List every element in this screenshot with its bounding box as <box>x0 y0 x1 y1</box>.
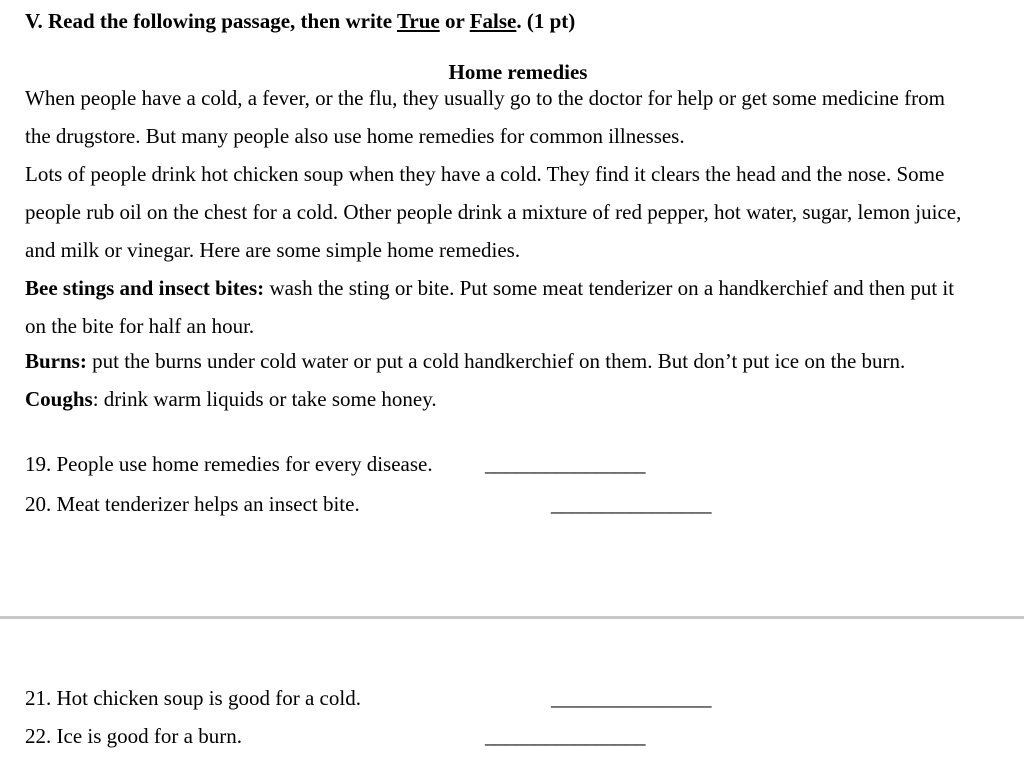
answer-blank-22[interactable]: ________________ <box>485 724 645 748</box>
passage-line: the drugstore. But many people also use home remedies for common illnesses. <box>25 124 685 148</box>
question-21: 21. Hot chicken soup is good for a cold. <box>25 686 361 710</box>
answer-blank-19[interactable]: ________________ <box>485 452 645 476</box>
heading-or-word: or <box>439 9 470 33</box>
question-20: 20. Meat tenderizer helps an insect bite. <box>25 492 360 516</box>
page-divider <box>0 616 1024 619</box>
answer-blank-20[interactable]: ________________ <box>551 492 711 516</box>
remedy-label: Coughs <box>25 387 93 411</box>
passage-line: Lots of people drink hot chicken soup when they have a cold. They find it clears the head and the nose. Some <box>25 162 945 186</box>
remedy-burns <box>25 347 905 375</box>
heading-prefix: V. Read the following passage, then write <box>25 9 397 33</box>
remedy-label: Bee stings and insect bites: <box>25 276 265 300</box>
passage-title: Home remedies <box>448 60 588 84</box>
answer-blank-21[interactable]: ________________ <box>551 686 711 710</box>
heading-suffix: . (1 pt) <box>516 9 576 33</box>
passage-line: When people have a cold, a fever, or the flu, they usually go to the doctor for help or get some medicine from <box>25 86 945 110</box>
remedy-bee-stings-cont: on the bite for half an hour. <box>25 314 255 338</box>
remedy-label: Burns: <box>25 349 87 373</box>
remedy-text: put the burns under cold water or put a cold handkerchief on them. But don’t put ice on the burn. <box>86 349 906 373</box>
heading-false-word: False <box>469 9 517 33</box>
passage-line: people rub oil on the chest for a cold. Other people drink a mixture of red pepper, hot water, sugar, lemon juice, <box>25 200 962 224</box>
question-22: 22. Ice is good for a burn. <box>25 724 242 748</box>
remedy-bee-stings <box>25 274 954 302</box>
question-19: 19. People use home remedies for every disease. <box>25 452 433 476</box>
heading-true-word: True <box>396 9 440 33</box>
remedy-text: wash the sting or bite. Put some meat tenderizer on a handkerchief and then put it <box>264 276 955 300</box>
remedy-coughs <box>25 385 437 413</box>
passage-line: and milk or vinegar. Here are some simple home remedies. <box>25 238 521 262</box>
section-heading <box>25 7 575 35</box>
remedy-text: : drink warm liquids or take some honey. <box>92 387 437 411</box>
